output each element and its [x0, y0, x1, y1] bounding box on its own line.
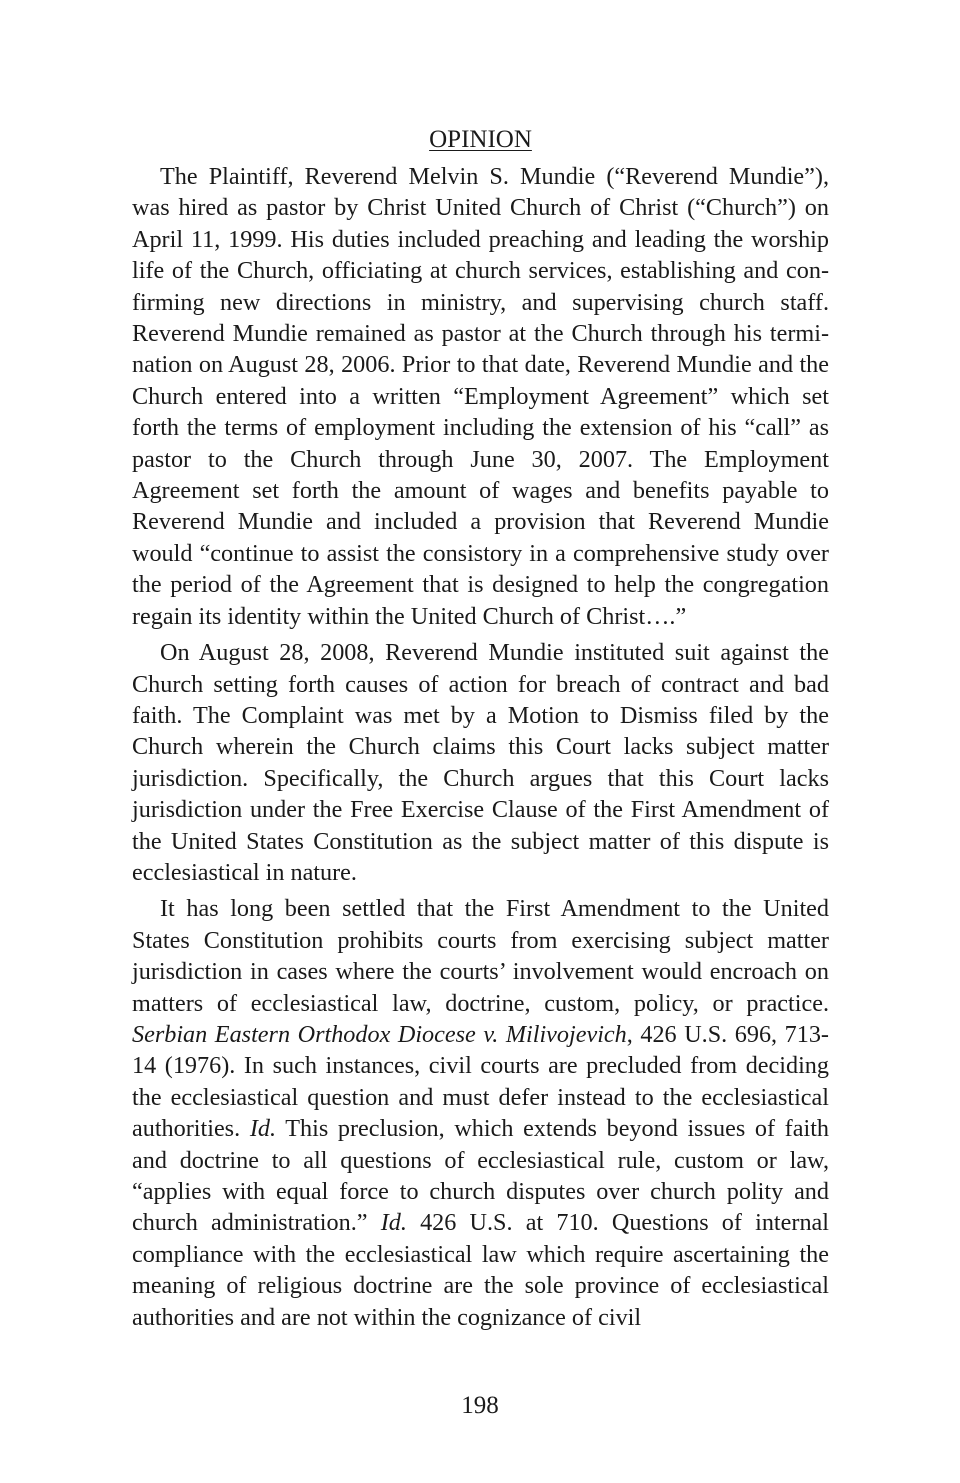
- sentence-internal-compliance: 426 U.S. at 710. Questions of internal compliance with the ecclesiastical law which require ascertaining the meaning of religious doctrine are the sole province of ecclesiastical authorities and are not within the cognizance of civil: [132, 1209, 829, 1331]
- paragraph-procedural-history: On August 28, 2008, Reverend Mundie instituted suit against the Church setting forth causes of action for breach of contract and bad faith. The Complaint was met by a Motion to Dismiss filed by the Church wherein the Church claims this Court lacks subject matter jurisdiction. Specifically, the Church argues that this Court lacks jurisdiction under the Free Exercise Clause of the First Amendment of the United States Constitution as the subject matter of this dispute is ecclesiastical in nature.: [132, 639, 829, 886]
- sentence-preclusion: This preclusion, which extends beyond issues of faith and doctrine to all questions of ecclesiastical rule, custom or law, “applies with equal force to church disputes over church polity and church administration.”: [132, 1115, 830, 1237]
- citation-details: , 426 U.S. 696, 713-14 (1976). In such instances, civil courts are precluded from deciding the ecclesiastical question and must defer instead to the ecclesiastical authorities.: [132, 1020, 829, 1143]
- opinion-page: [132, 122, 829, 1338]
- paragraph-background: The Plaintiff, Reverend Melvin S. Mundie (“Reverend Mundie”), was hired as pastor by Christ United Church of Christ (“Church”) on April 11, 1999. His duties included preaching and leading the worship life of the Church, officiating at church services, establishing and confirming new directions in ministry, and supervising church staff. Reverend Mundie remained as pastor at the Church through his termination on August 28, 2006. Prior to that date, Reverend Mundie and the Church entered into a written “Employment Agreement” which set forth the terms of employment including the extension of his “call” as pastor to the Church through June 30, 2007. The Employment Agreement set forth the amount of wages and benefits payable to Reverend Mundie and included a provision that Reverend Mundie would “continue to assist the consistory in a comprehensive study over the period of the Agreement that is designed to help the congregation regain its identity within the United Church of Christ….”: [132, 163, 829, 630]
- id-citation: Id.: [249, 1115, 277, 1143]
- opinion-heading: OPINION: [429, 126, 532, 153]
- page-number: 198: [461, 1392, 499, 1419]
- case-citation-serbian: Serbian Eastern Orthodox Diocese v. Milivojevich: [132, 1020, 627, 1048]
- paragraph-legal-standard: [132, 893, 829, 1333]
- id-citation: Id.: [380, 1209, 407, 1237]
- sentence-first-amendment: It has long been settled that the First Amendment to the United States Constitution prohibits courts from exercising subject matter jurisdiction in cases where the courts’ involvement would encroach on matters of ecclesiastical law, doctrine, custom, policy, or practice.: [132, 895, 829, 1017]
